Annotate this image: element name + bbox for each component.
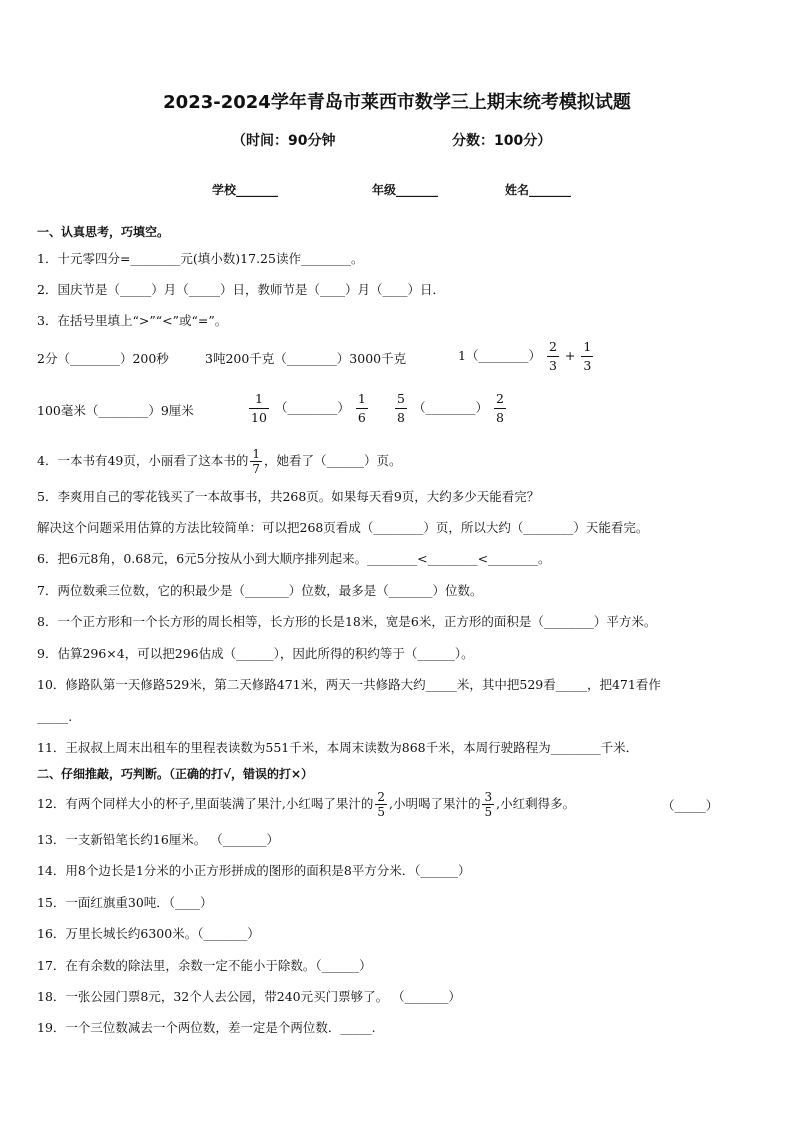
fraction: $\frac{2}{5}$ — [377, 790, 385, 819]
question-3: 3．在括号里填上“>”“<”或“=”。 — [37, 313, 228, 328]
compare-blank: （________） — [274, 400, 350, 415]
fraction: $\frac{1}{7}$ — [252, 447, 260, 476]
question-14: 14．用8个边长是1分米的小正方形拼成的图形的面积是8平方分米．（______） — [37, 863, 471, 878]
question-2: 2．国庆节是（_____）月（_____）日，教师节是（____）月（____）日． — [37, 282, 445, 297]
fraction: $\frac{2}{3}$ — [548, 339, 557, 373]
fraction: $\frac{1}{3}$ — [583, 339, 592, 373]
question-12-blank: （_____） — [662, 798, 719, 813]
question-19: 19．一个三位数减去一个两位数，差一定是个两位数．_____. — [37, 1020, 376, 1035]
compare-2c — [393, 390, 508, 427]
total-score: 分数：100分） — [452, 133, 552, 149]
question-6: 6．把6元8角，0.68元，6元5分按从小到大顺序排列起来。________<________<________。 — [37, 551, 551, 566]
question-11: 11．王叔叔上周末出租车的里程表读数为551千米，本周末读数为868千米，本周行驶路程为________千米． — [37, 740, 639, 755]
question-5: 5．李爽用自己的零花钱买了一本故事书，共268页。如果每天看9页，大约多少天能看完？ — [37, 489, 540, 504]
question-10: 10．修路队第一天修路529米，第二天修路471米，两天一共修路大约_____米，其中把529看_____，把471看作 — [37, 677, 661, 692]
school-field: 学校_______ — [212, 183, 279, 197]
compare-blank: （________） — [412, 400, 488, 415]
compare-1c-left: 1（________） — [458, 348, 541, 363]
question-8: 8．一个正方形和一个长方形的周长相等，长方形的长是18米，宽是6米，正方形的面积是（________）平方米。 — [37, 614, 657, 629]
section-2-heading: 二、仔细推敲，巧判断。（正确的打√，错误的打×） — [37, 767, 314, 781]
question-7: 7．两位数乘三位数，它的积最少是（_______）位数，最多是（_______）位数。 — [37, 583, 483, 598]
fraction: $\frac{1}{6}$ — [357, 391, 366, 425]
question-4: 4．一本书有49页，小丽看了这本书的 $\frac{1}{7}$ ，她看了（______）页。 — [37, 447, 402, 476]
page-title: 2023-2024学年青岛市莱西市数学三上期末统考模拟试题 — [163, 92, 631, 113]
fraction: $\frac{5}{8}$ — [397, 391, 405, 425]
fraction: $\frac{3}{5}$ — [484, 790, 493, 819]
compare-2a: 100毫米（________）9厘米 — [37, 403, 194, 418]
compare-1c — [458, 338, 595, 375]
question-15: 15．一面红旗重30吨．（____） — [37, 895, 213, 910]
question-10-cont: _____. — [37, 709, 73, 724]
fraction: $\frac{2}{8}$ — [495, 391, 504, 425]
grade-field: 年级_______ — [372, 183, 439, 197]
compare-2b — [247, 390, 370, 427]
question-9: 9．估算296×4，可以把296估成（______），因此所得的积约等于（______）。 — [37, 646, 474, 661]
plus-sign: + — [564, 348, 576, 363]
time-limit: （时间：90分钟 — [232, 133, 336, 149]
name-field: 姓名_______ — [505, 183, 572, 197]
question-16: 16．万里长城长约6300米。（_______） — [37, 926, 260, 941]
question-13: 13．一支新铅笔长约16厘米。 （_______） — [37, 832, 280, 847]
fraction: $\frac{1}{10}$ — [251, 391, 267, 425]
compare-1a: 2分（________）200秒 — [37, 351, 169, 366]
question-18: 18．一张公园门票8元，32个人去公园，带240元买门票够了。 （_______） — [37, 989, 461, 1004]
question-5-hint: 解决这个问题采用估算的方法比较简单：可以把268页看成（________）页，所以大约（________）天能看完。 — [37, 520, 649, 535]
question-17: 17．在有余数的除法里，余数一定不能小于除数。（______） — [37, 958, 372, 973]
question-1: 1．十元零四分=________元(填小数)17.25读作________。 — [37, 251, 364, 266]
section-1-heading: 一、认真思考，巧填空。 — [37, 225, 170, 239]
compare-1b: 3吨200千克（________）3000千克 — [205, 351, 407, 366]
question-12: 12．有两个同样大小的杯子,里面装满了果汁,小红喝了果汁的 $\frac{2}{5}$ ,小明喝了果汁的 $\frac{3}{5}$ ,小红剩得多。 — [37, 790, 576, 819]
